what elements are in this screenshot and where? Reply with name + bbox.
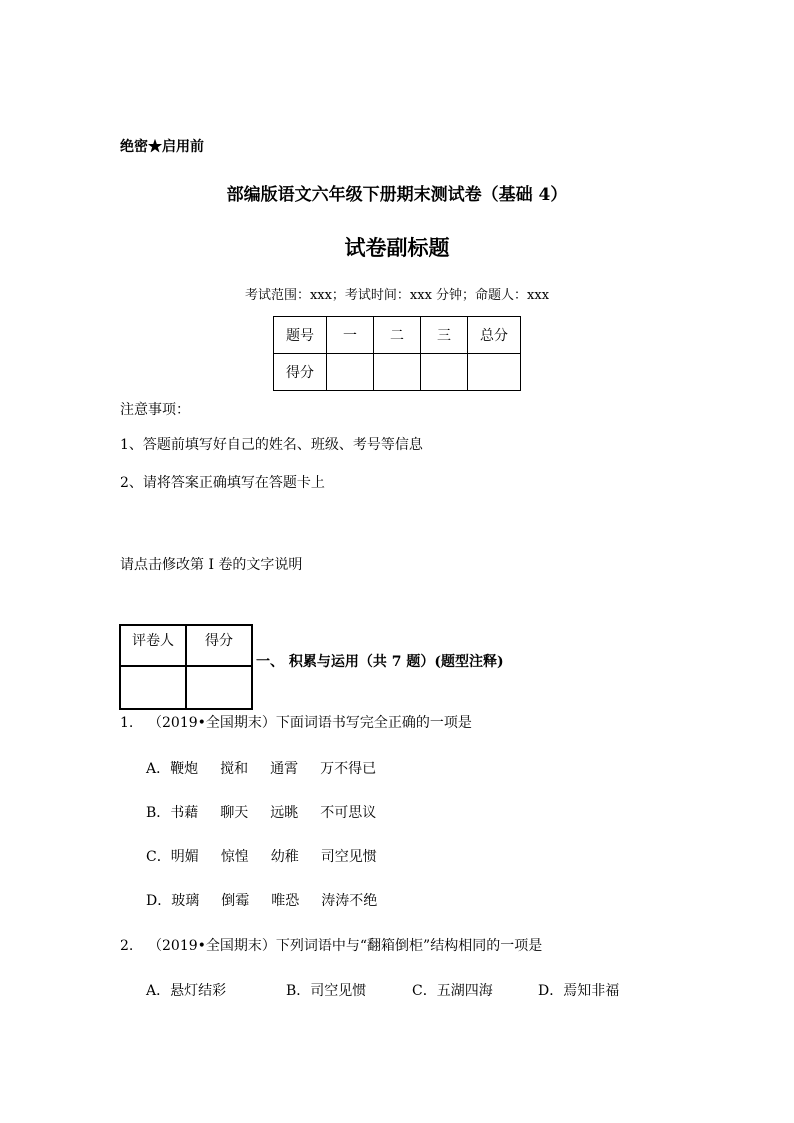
grader-table	[119, 624, 253, 710]
volume-note: 请点击修改第 I 卷的文字说明	[120, 557, 303, 573]
option-a[interactable]	[146, 758, 398, 778]
option-word: 书藉	[170, 805, 199, 821]
option-d[interactable]	[538, 980, 619, 1000]
option-text: 五湖四海	[436, 983, 493, 999]
option-label: A．	[146, 761, 171, 777]
notice-title: 注意事项：	[120, 402, 190, 418]
exam-subtitle: 试卷副标题	[344, 235, 450, 260]
score-table-cell: 三	[421, 317, 468, 354]
score-input-cell[interactable]	[327, 354, 374, 391]
option-label: D．	[538, 983, 564, 999]
option-word: 鞭炮	[170, 761, 199, 777]
option-word: 聊天	[220, 805, 249, 821]
option-d[interactable]	[146, 890, 399, 910]
option-b[interactable]	[286, 980, 412, 1000]
option-a[interactable]	[146, 980, 286, 1000]
exam-title: 部编版语文六年级下册期末测试卷（基础 4）	[226, 185, 568, 205]
option-word: 通霄	[270, 761, 299, 777]
score-input-cell[interactable]	[374, 354, 421, 391]
question-number: 2.	[120, 938, 134, 954]
option-word: 不可思议	[320, 805, 377, 821]
score-table-cell: 题号	[274, 317, 327, 354]
grader-input-cell[interactable]	[120, 666, 186, 709]
score-table-cell: 总分	[468, 317, 521, 354]
score-table-score-row	[274, 354, 521, 391]
option-word: 明媚	[170, 849, 199, 865]
grader-header-cell: 得分	[186, 625, 252, 666]
question-1	[120, 712, 472, 732]
option-word: 倒霉	[221, 893, 250, 909]
question-2-options	[146, 980, 619, 1000]
question-text: （2019•全国期末）下面词语书写完全正确的一项是	[148, 715, 472, 731]
option-text: 悬灯结彩	[170, 983, 227, 999]
section-heading: 一、 积累与运用（共 7 题）(题型注释)	[256, 654, 504, 670]
question-2	[120, 935, 542, 955]
option-word: 玻璃	[171, 893, 200, 909]
option-word: 万不得已	[320, 761, 377, 777]
option-word: 远眺	[270, 805, 299, 821]
option-c[interactable]	[146, 846, 399, 866]
option-word: 唯恐	[271, 893, 300, 909]
option-word: 幼稚	[270, 849, 299, 865]
option-label: C．	[146, 849, 171, 865]
score-table-cell: 二	[374, 317, 421, 354]
option-word: 涛涛不绝	[321, 893, 378, 909]
option-word: 惊惶	[220, 849, 249, 865]
option-b[interactable]	[146, 802, 398, 822]
score-input-cell[interactable]	[468, 354, 521, 391]
score-table-cell: 一	[327, 317, 374, 354]
option-label: D．	[146, 893, 172, 909]
option-c[interactable]	[412, 980, 538, 1000]
grader-header-cell: 评卷人	[120, 625, 186, 666]
option-text: 焉知非福	[563, 983, 620, 999]
grader-header-row	[120, 625, 252, 666]
option-word: 司空见惯	[320, 849, 377, 865]
option-text: 司空见惯	[310, 983, 367, 999]
score-input-cell[interactable]	[421, 354, 468, 391]
option-label: A．	[146, 983, 171, 999]
option-label: B．	[286, 983, 311, 999]
option-label: C．	[412, 983, 437, 999]
notice-item: 2、请将答案正确填写在答题卡上	[120, 475, 325, 491]
exam-info: 考试范围：xxx；考试时间：xxx 分钟；命题人：xxx	[244, 288, 550, 303]
score-table-header-row	[274, 317, 521, 354]
notice-item: 1、答题前填写好自己的姓名、班级、考号等信息	[120, 437, 423, 453]
question-number: 1.	[120, 715, 134, 731]
option-label: B．	[146, 805, 171, 821]
question-text: （2019•全国期末）下列词语中与“翻箱倒柜”结构相同的一项是	[148, 938, 543, 954]
secret-label: 绝密★启用前	[120, 139, 204, 155]
score-table-cell: 得分	[274, 354, 327, 391]
option-word: 搅和	[220, 761, 249, 777]
grader-input-cell[interactable]	[186, 666, 252, 709]
score-table	[273, 316, 521, 391]
grader-input-row	[120, 666, 252, 709]
